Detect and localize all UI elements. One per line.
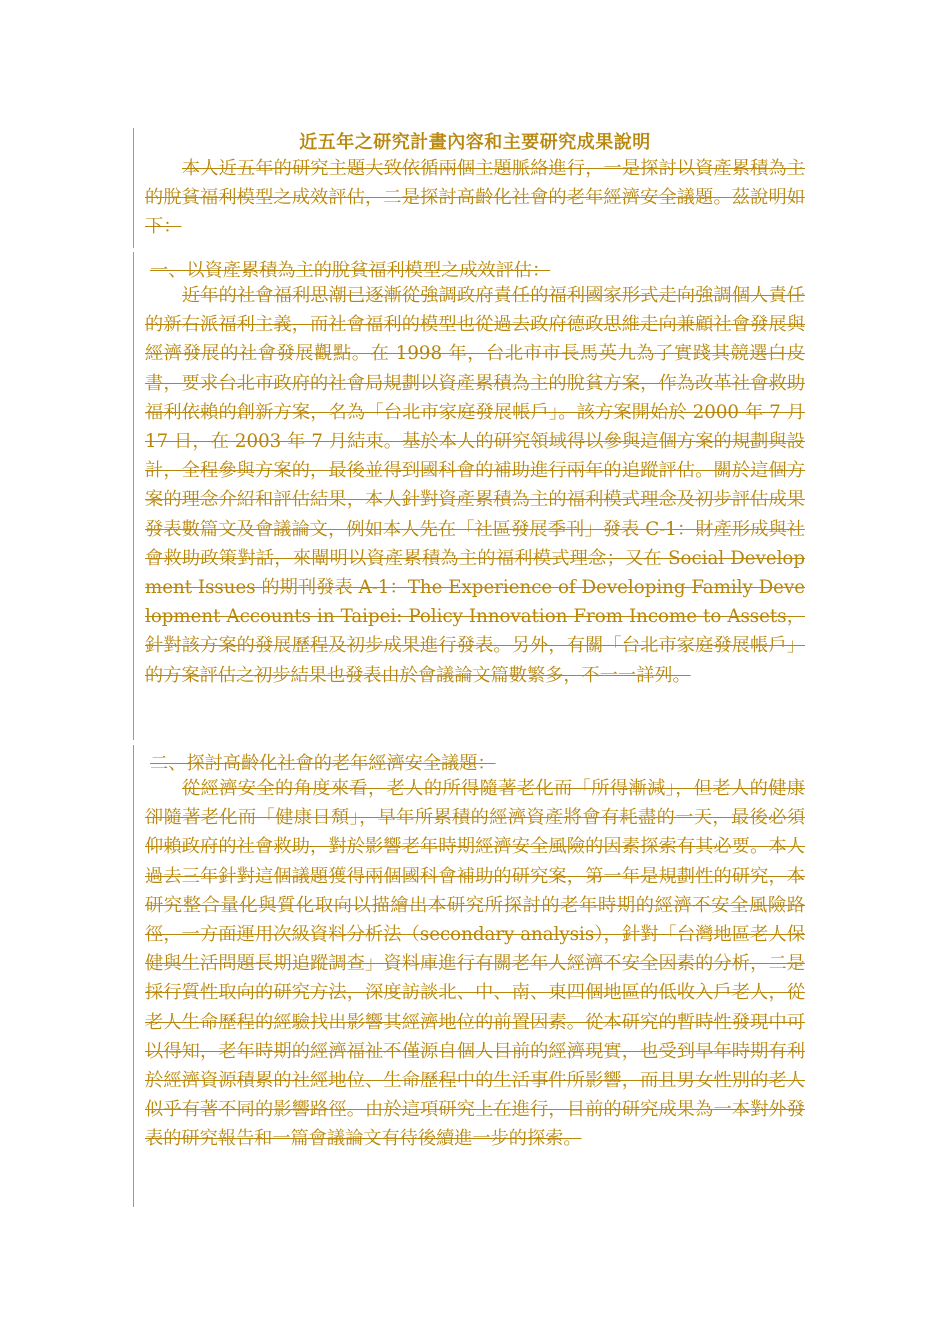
revision-change-bar-2 bbox=[133, 252, 134, 740]
section-2-body: 從經濟安全的角度來看，老人的所得隨著老化而「所得漸減」，但老人的健康卻隨著老化而「健康日頹」，早年所累積的經濟資產將會有耗盡的一天，最後必須仰賴政府的社會救助，對於影響老年時期經濟安全風險的因素探索有其必要。本人過去三年針對這個議題獲得兩個國科會補助的研究案，第一年是規劃性的研究，本研究整合量化與質化取向以描繪出本研究所探討的老年時期的經濟不安全風險路徑，一方面運用次級資料分析法（secondary analysis），針對「台灣地區老人保健與生活問題長期追蹤調查」資料庫進行有關老年人經濟不安全因素的分析，二是採行質性取向的研究方法，深度訪談北、中、南、東四個地區的低收入戶老人，從老人生命歷程的經驗找出影響其經濟地位的前置因素。從本研究的暫時性發現中可以得知，老年時期的經濟福祉不僅源自個人目前的經濟現實，也受到早年時期有利於經濟資源積累的社經地位、生命歷程中的生活事件所影響，而且男女性別的老人似乎有著不同的影響路徑。由於這項研究上在進行，目前的研究成果為一本對外發表的研究報告和一篇會議論文有待後續進一步的探索。 bbox=[145, 778, 805, 1150]
document-title: 近五年之研究計畫內容和主要研究成果說明 bbox=[299, 132, 651, 153]
revision-change-bar-1 bbox=[133, 128, 134, 248]
intro-paragraph: 本人近五年的研究主題大致依循兩個主題脈絡進行，一是探討以資產累積為主的脫貧福利模型之成效評估，二是探討高齡化社會的老年經濟安全議題。茲說明如下： bbox=[145, 158, 805, 238]
section-1-body: 近年的社會福利思潮已逐漸從強調政府責任的福利國家形式走向強調個人責任的新右派福利主義，而社會福利的模型也從過去政府德政思維走向兼顧社會發展與經濟發展的社會發展觀點。在 1998 年，台北市市長馬英九為了實踐其競選白皮書，要求台北市政府的社會局規劃以資產累積為主的脫貧方案，作為改革社會救助福利依賴的創新方案，名為「台北市家庭發展帳戶」。該方案開始於 2000 年 7 月 17 日，在 2003 年 7 月結束。基於本人的研究領域得以參與這個方案的規劃與設計，全程參與方案的，最後並得到國科會的補助進行兩年的追蹤評估。關於這個方案的理念介紹和評估結果，本人針對資產累積為主的福利模式理念及初步評估成果發表數篇文及會議論文，例如本人先在「社區發展季刊」發表 C-1：財產形成與社會救助政策對話，來闡明以資產累積為主的福利模式理念；又在 Social Development Issues 的期刊發表 A-1：The Experience of Developing Family Development Accounts in Taipei: Policy Innovation From Income to Assets，針對該方案的發展歷程及初步成果進行發表。另外，有關「台北市家庭發展帳戶」的方案評估之初步結果也發表由於會議論文篇數繁多，不一一詳列。 bbox=[145, 285, 805, 686]
section-2-heading: 二、探討高齡化社會的老年經濟安全議題： bbox=[150, 753, 496, 774]
section-1-heading: 一、以資產累積為主的脫貧福利模型之成效評估： bbox=[150, 260, 551, 281]
revision-change-bar-3 bbox=[133, 745, 134, 1207]
